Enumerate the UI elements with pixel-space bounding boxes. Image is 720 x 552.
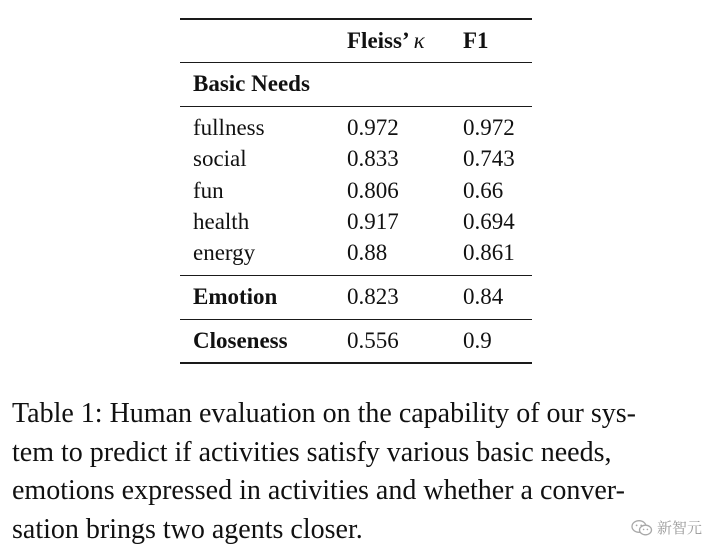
caption-line: Table 1: Human evaluation on the capability of our sys-: [12, 398, 636, 429]
row-label: energy: [193, 240, 256, 265]
row-f1: 0.743: [463, 146, 515, 171]
row-label-closeness: Closeness: [193, 328, 288, 353]
row-kappa: 0.917: [347, 209, 399, 234]
row-label: health: [193, 209, 250, 234]
row-f1: 0.66: [463, 178, 504, 203]
row-f1: 0.694: [463, 209, 515, 234]
row-kappa: 0.972: [347, 115, 399, 140]
table-caption: [12, 395, 712, 549]
row-kappa: 0.88: [347, 240, 388, 265]
section-title-rule: [180, 106, 532, 107]
basic-needs-end-rule: [180, 275, 532, 276]
table-top-rule: [180, 18, 532, 20]
watermark-text: 新智元: [656, 519, 702, 537]
row-kappa: 0.823: [347, 284, 399, 309]
caption-line: emotions expressed in activities and whether a conver-: [12, 475, 625, 506]
row-label-emotion: Emotion: [193, 284, 278, 309]
wechat-icon: [631, 519, 653, 537]
kappa-symbol: κ: [413, 28, 425, 53]
row-f1: 0.84: [463, 284, 504, 309]
caption-line: tem to predict if activities satisfy various basic needs,: [12, 436, 612, 468]
header-rule: [180, 62, 532, 63]
header-fleiss-kappa: [347, 27, 425, 55]
caption-line: sation brings two agents closer.: [12, 513, 363, 545]
row-f1: 0.972: [463, 115, 515, 140]
section-title-basic-needs: Basic Needs: [193, 71, 310, 96]
watermark: [631, 517, 702, 538]
row-f1: 0.861: [463, 240, 515, 265]
row-label: fun: [193, 178, 224, 203]
header-f1: F1: [463, 28, 489, 53]
row-kappa: 0.833: [347, 146, 399, 171]
row-f1: 0.9: [463, 328, 492, 353]
row-label: fullness: [193, 115, 265, 140]
header-fleiss-label: Fleiss’: [347, 28, 414, 53]
row-kappa: 0.806: [347, 178, 399, 203]
row-label: social: [193, 146, 247, 171]
emotion-end-rule: [180, 319, 532, 320]
row-kappa: 0.556: [347, 328, 399, 353]
table-bottom-rule: [180, 362, 532, 364]
